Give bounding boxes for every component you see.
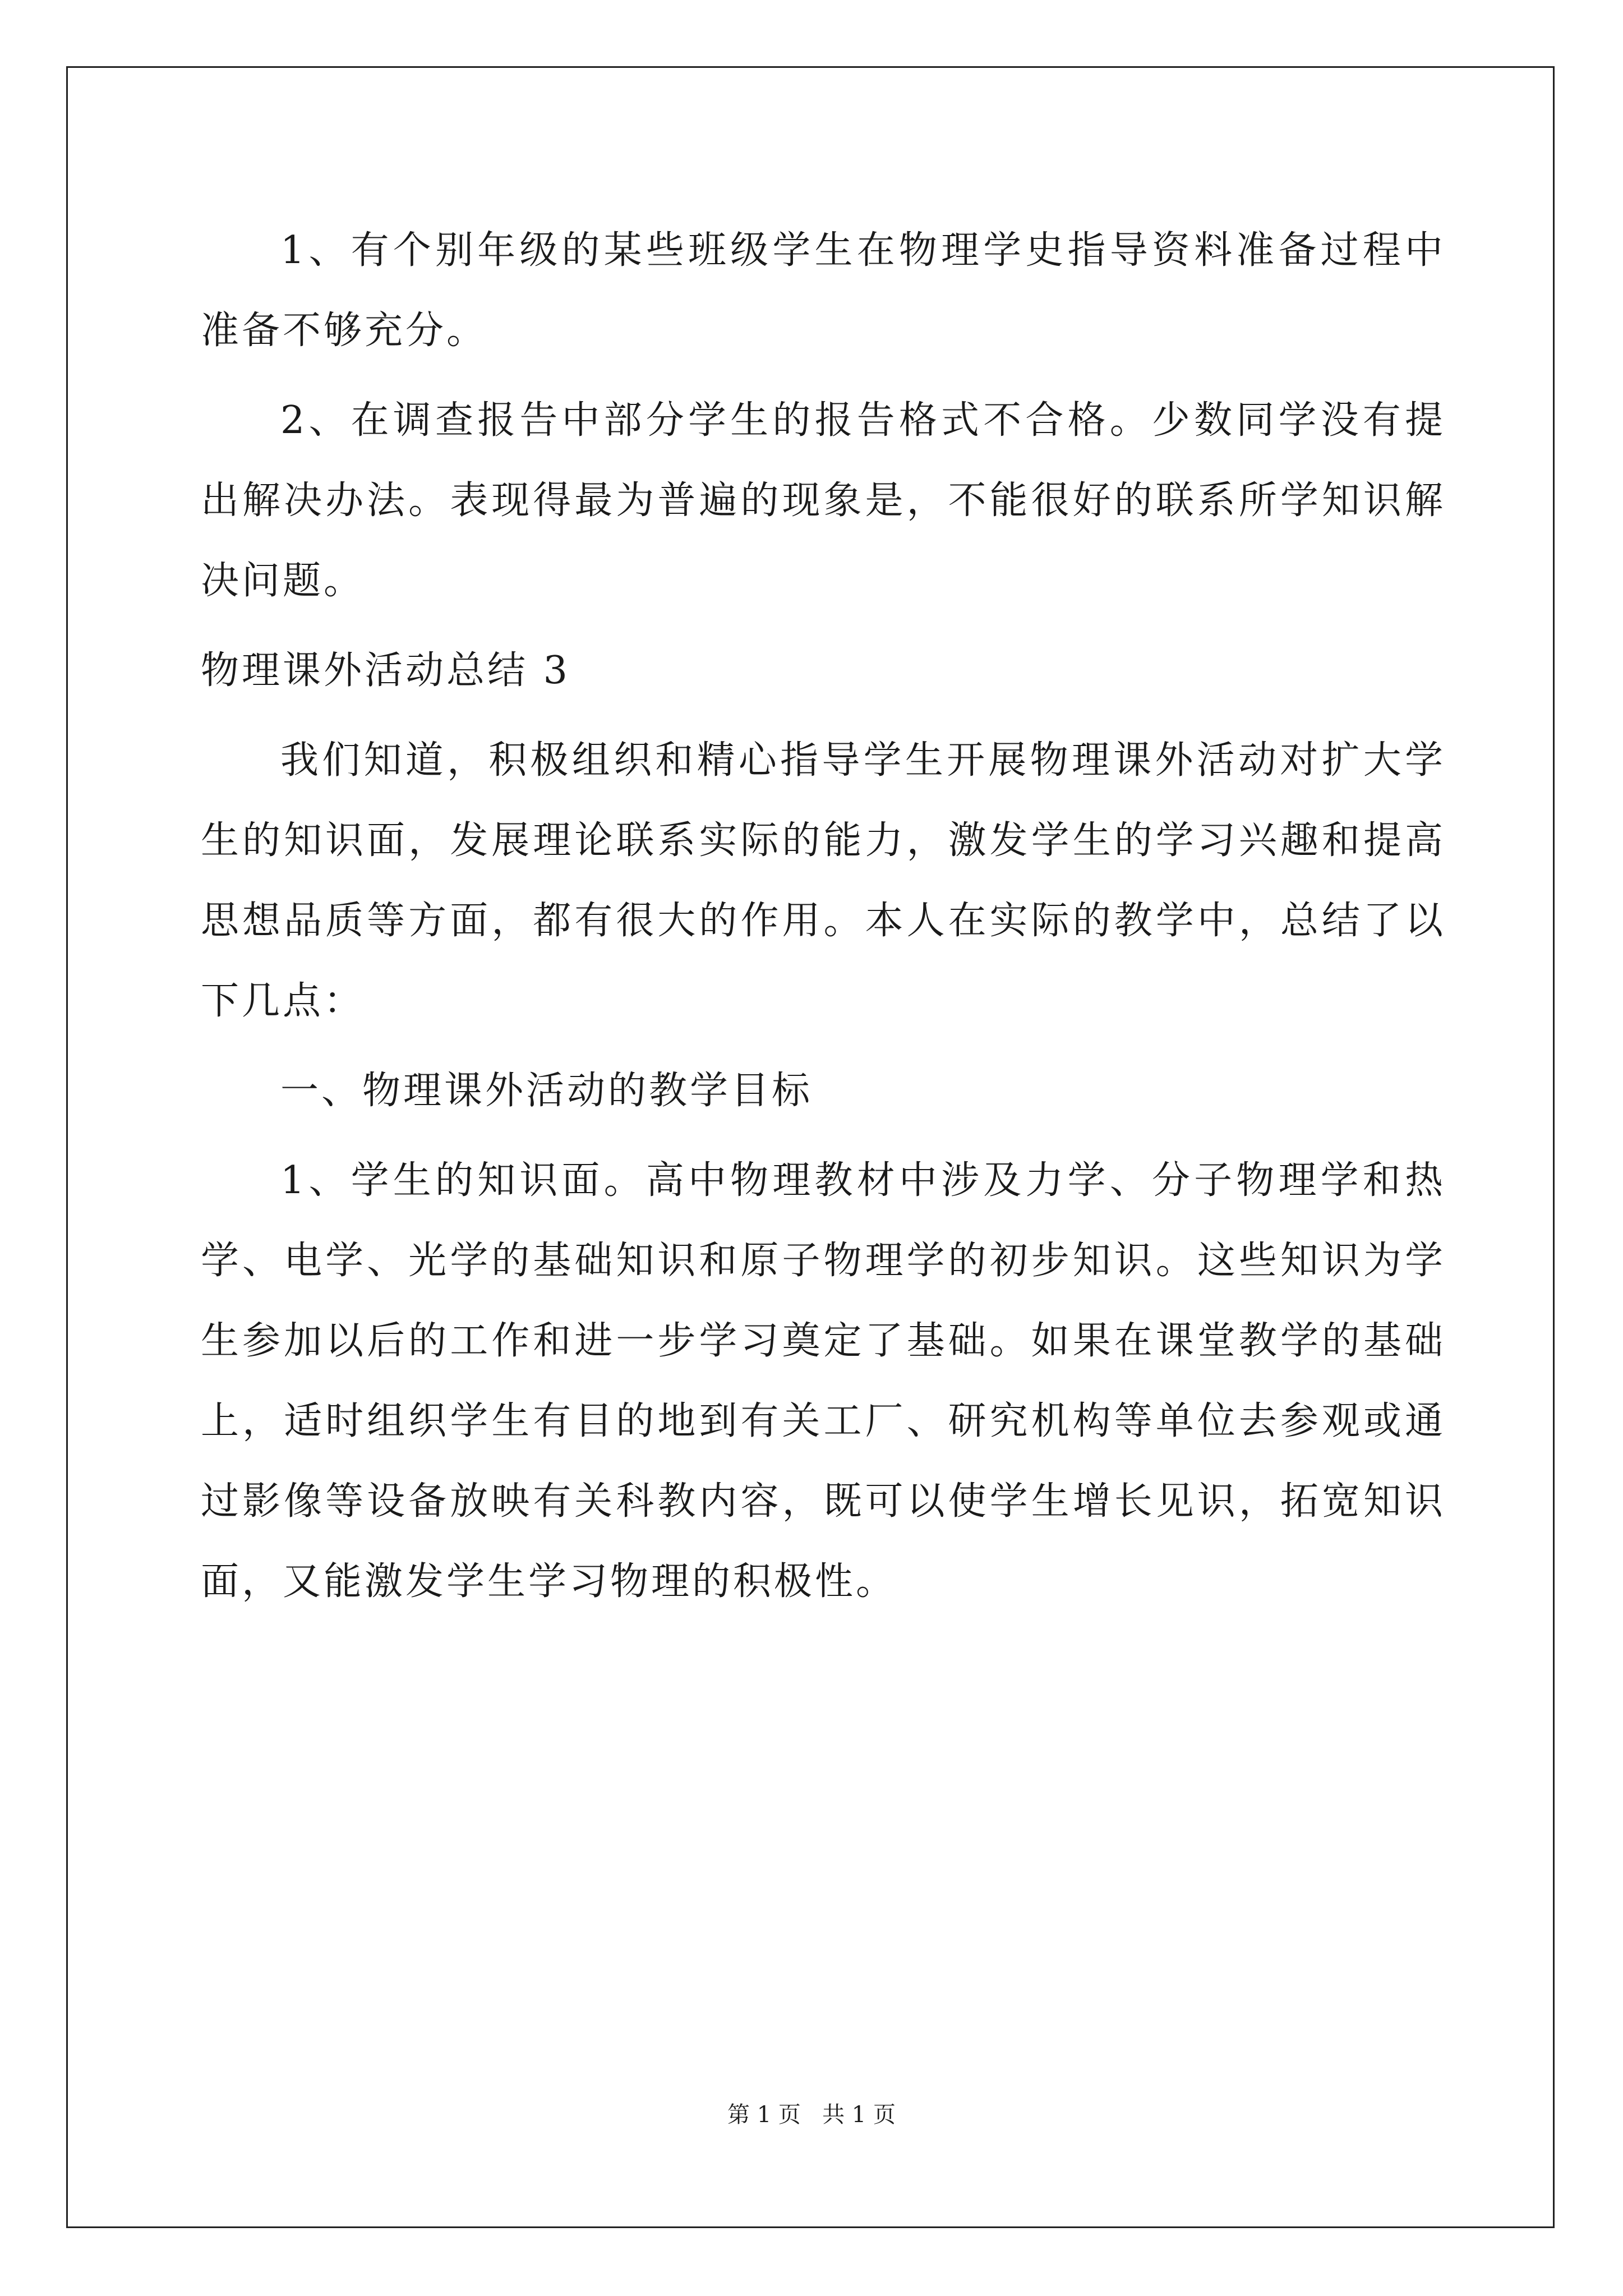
subheading-teaching-goals: 一、物理课外活动的教学目标 [280,1069,813,1113]
paragraph-1: 1、有个别年级的某些班级学生在物理学史指导资料准备过程中准备不够充分。 [201,228,1446,353]
section-heading: 物理课外活动总结 3 [201,648,570,693]
document-body [201,210,1446,1631]
paragraph-2: 2、在调查报告中部分学生的报告格式不合格。少数同学没有提出解决办法。表现得最为普遍的现象是，不能很好的联系所学知识解决问题。 [201,398,1446,603]
page-footer: 第 1 页 共 1 页 [727,2102,896,2128]
paragraph-3: 我们知道，积极组织和精心指导学生开展物理课外活动对扩大学生的知识面，发展理论联系实际的能力，激发学生的学习兴趣和提高思想品质等方面，都有很大的作用。本人在实际的教学中，总结了以下几点： [201,738,1446,1023]
paragraph-4: 1、学生的知识面。高中物理教材中涉及力学、分子物理学和热学、电学、光学的基础知识和原子物理学的初步知识。这些知识为学生参加以后的工作和进一步学习奠定了基础。如果在课堂教学的基础上，适时组织学生有目的地到有关工厂、研究机构等单位去参观或通过影像等设备放映有关科教内容，既可以使学生增长见识，拓宽知识面，又能激发学生学习物理的积极性。 [201,1158,1446,1604]
